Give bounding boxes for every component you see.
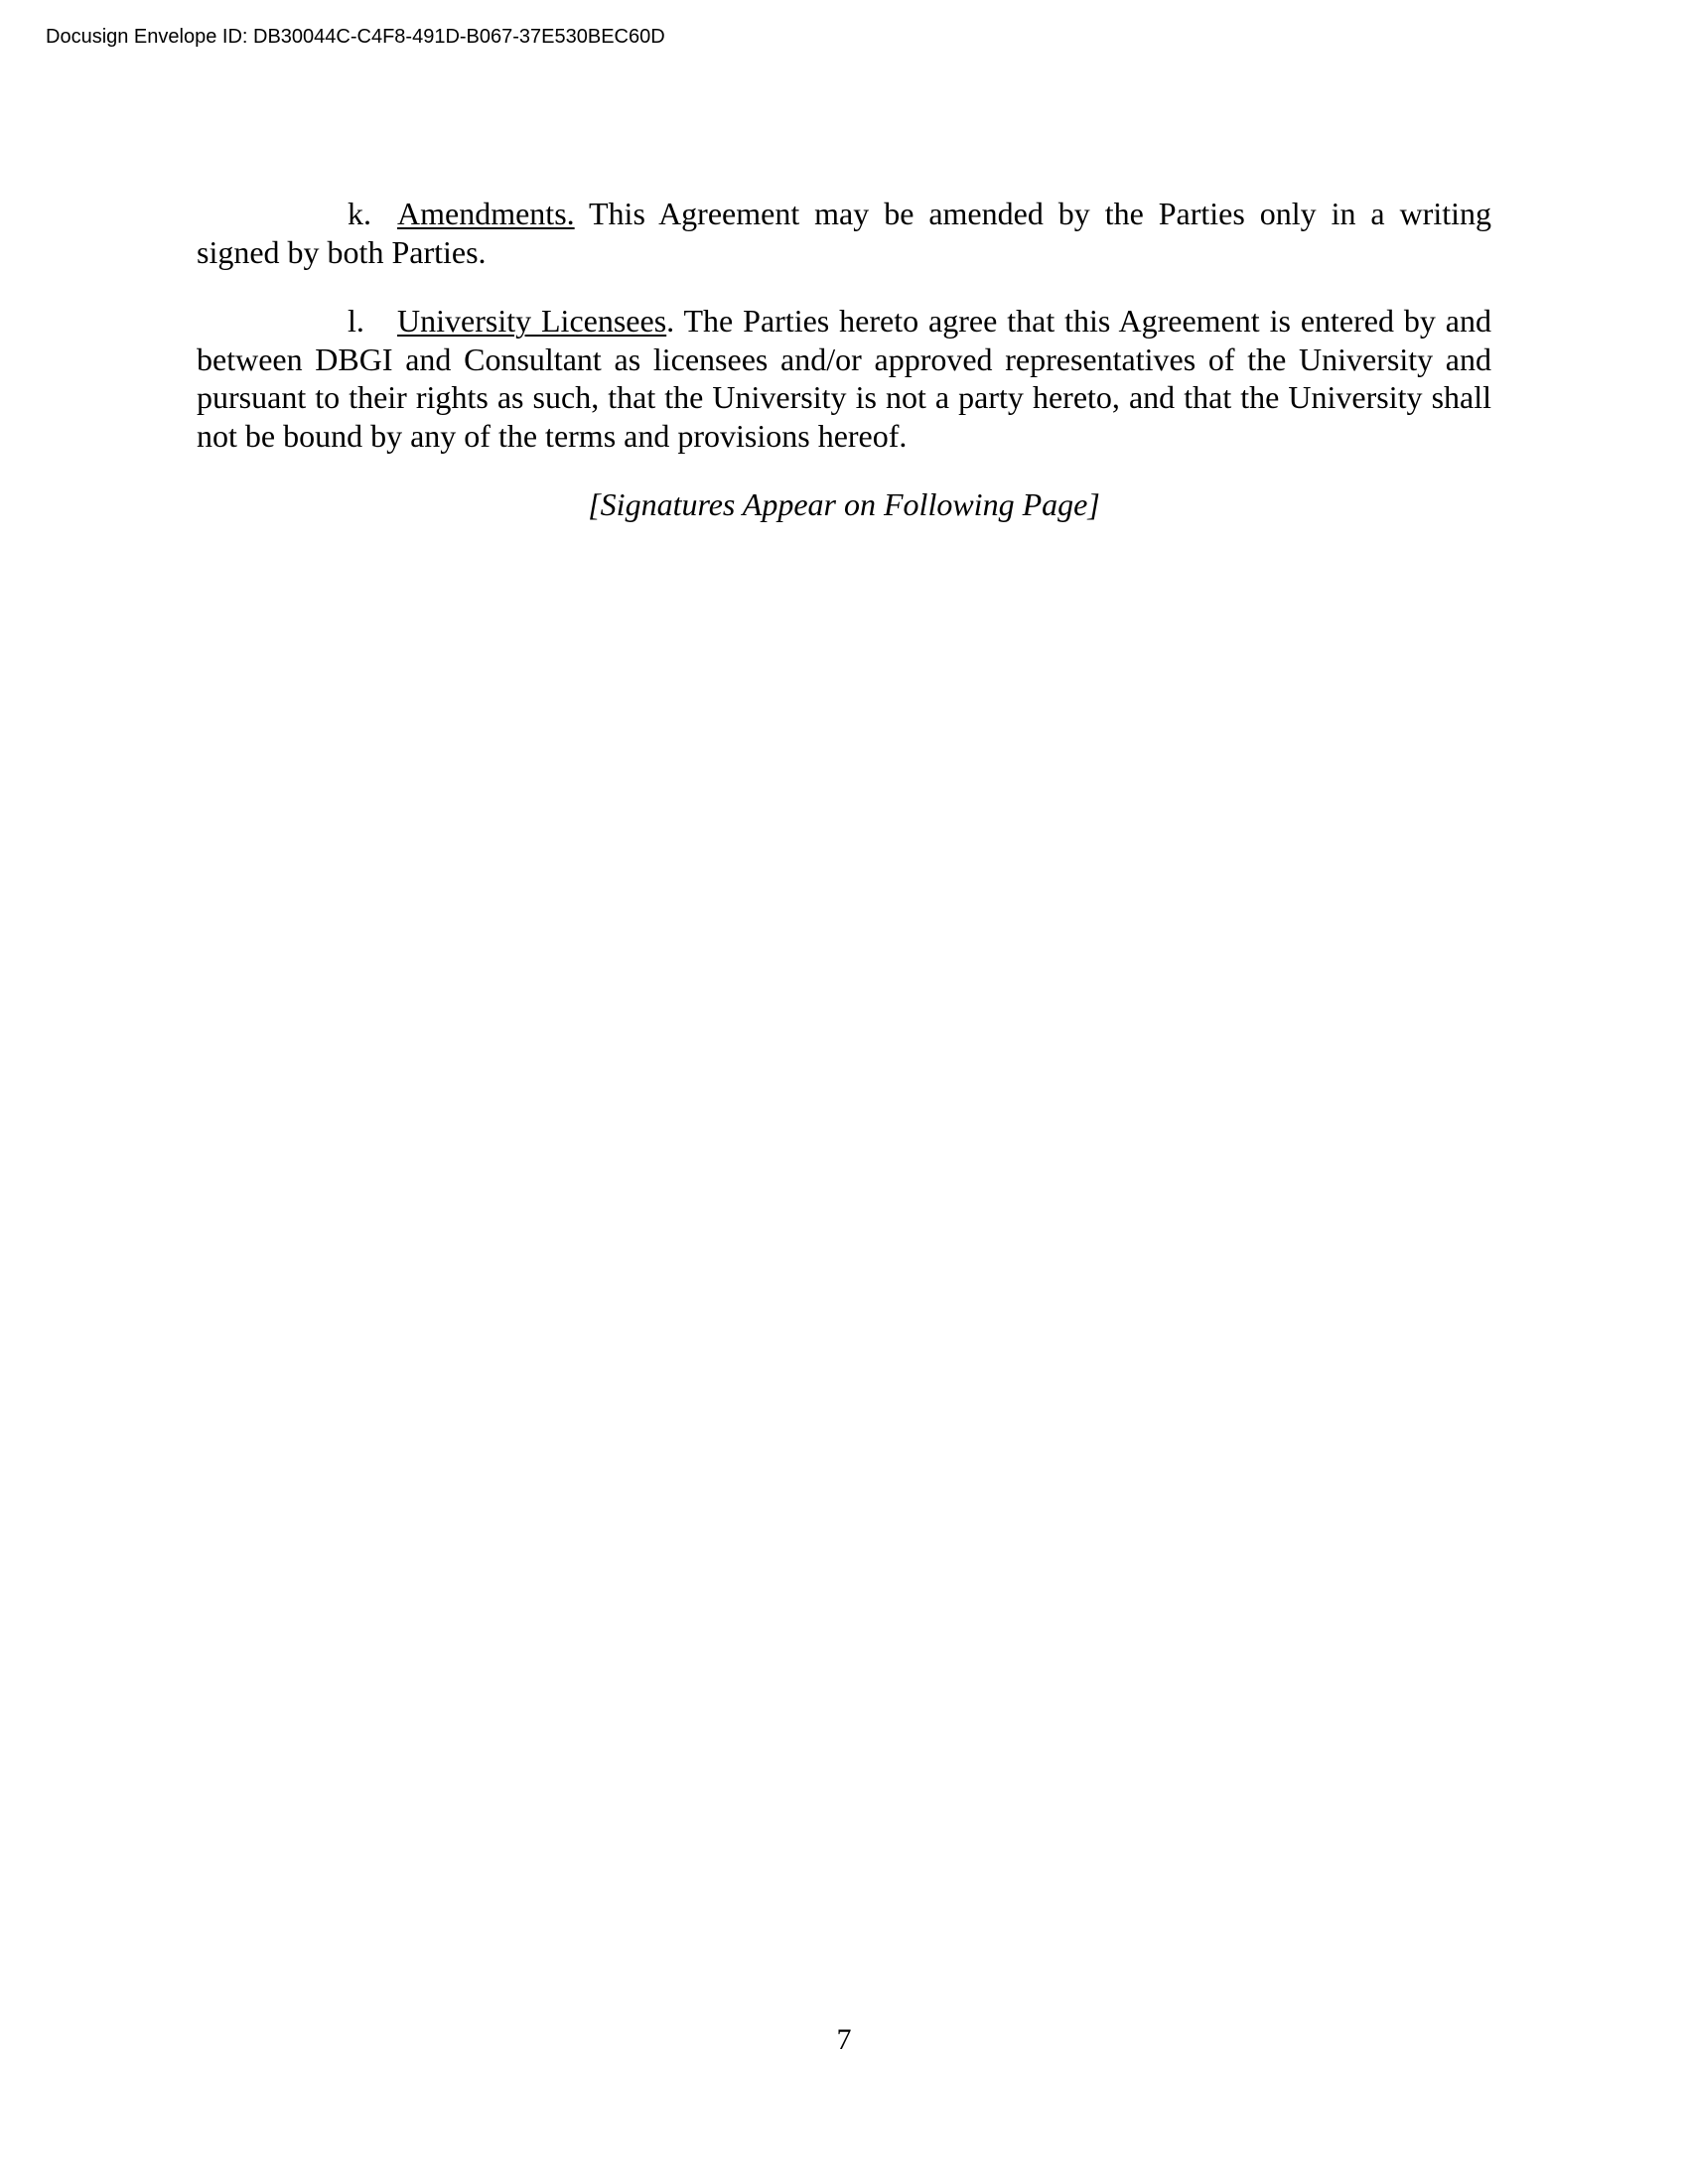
- document-body: [197, 195, 1491, 556]
- section-marker: l.: [348, 303, 364, 339]
- page-number: 7: [836, 2023, 852, 2056]
- section-text: This Agreement may be amended by the Parties only in a writing signed by both Parties.: [197, 196, 1491, 270]
- section-university-licensees: [197, 302, 1491, 455]
- section-text: . The Parties hereto agree that this Agreement is entered by and between DBGI and Consultant as licensees and/or approved representatives of the University and pursuant to their rights as such, that the University is not a party hereto, and that the University shall not be bound by any of the terms and provisions hereof.: [197, 303, 1492, 454]
- section-heading: University Licensees: [397, 303, 667, 339]
- docusign-envelope-id: Docusign Envelope ID: DB30044C-C4F8-491D-B067-37E530BEC60D: [46, 26, 665, 48]
- signature-note: [Signatures Appear on Following Page]: [588, 486, 1100, 522]
- section-marker: k.: [348, 196, 371, 231]
- section-heading: Amendments.: [397, 196, 575, 231]
- section-amendments: [197, 195, 1491, 271]
